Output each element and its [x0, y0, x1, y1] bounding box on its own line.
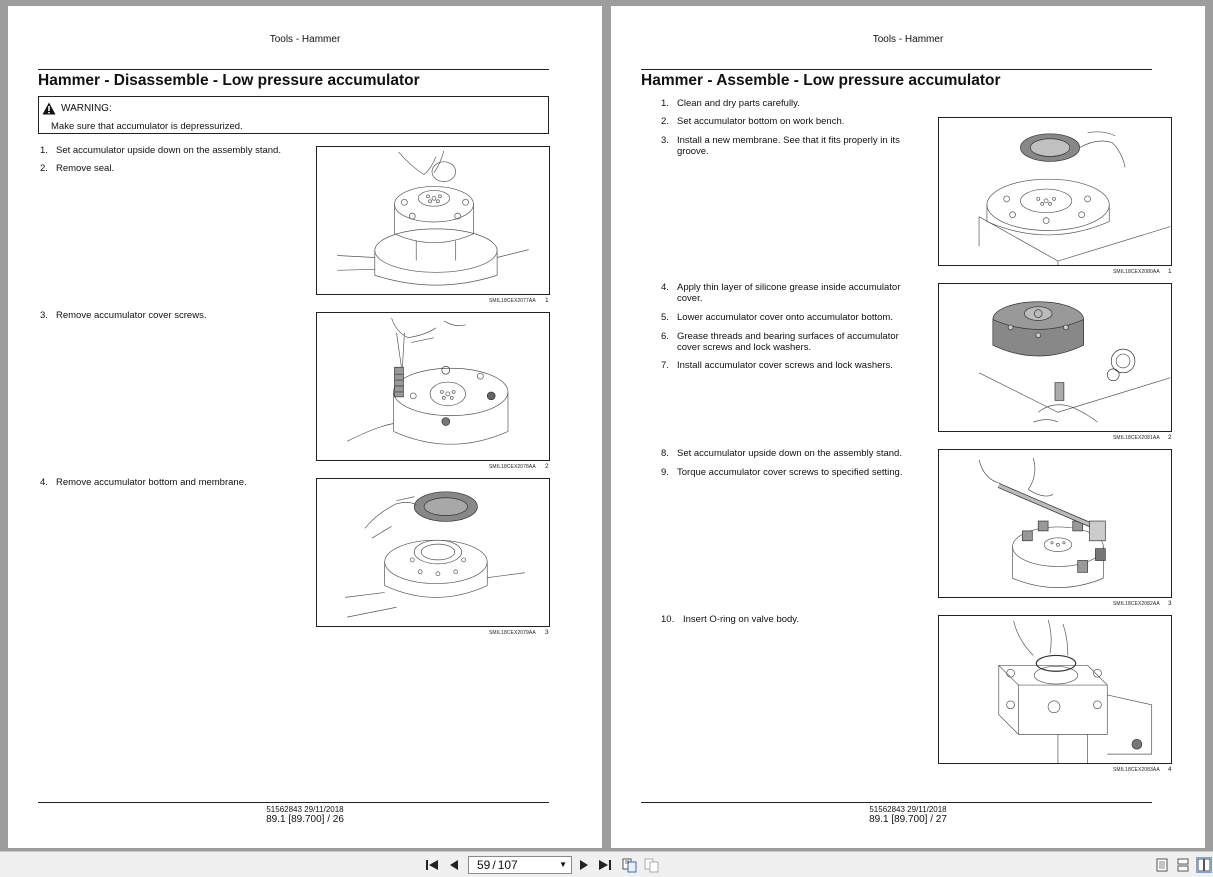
footer-page-ref: 89.1 [89.700] / 27: [869, 814, 947, 825]
figure-number: 4: [1168, 766, 1172, 773]
prev-page-icon: [449, 859, 459, 871]
first-page-button[interactable]: [424, 857, 440, 873]
section-title: Hammer - Disassemble - Low pressure accumulator: [38, 72, 420, 89]
page-separator: /: [492, 858, 496, 872]
figure-code: SMIL18CEX2082AA: [1113, 601, 1160, 607]
document-page-left: [8, 6, 602, 848]
figure-code: SMIL18CEX2081AA: [1113, 435, 1160, 441]
last-page-button[interactable]: [597, 857, 613, 873]
figure-insert-oring: [938, 615, 1172, 764]
figure-number: 1: [1168, 268, 1172, 275]
warning-label: WARNING:: [61, 102, 112, 114]
footer-doc-id: 51562843 29/11/2018: [869, 805, 947, 814]
running-head: Tools - Hammer: [872, 34, 944, 45]
step-item: 2. Set accumulator bottom on work bench.: [661, 116, 845, 127]
first-page-icon: [425, 859, 439, 871]
figure-lower-cover: [938, 283, 1172, 432]
warning-text: Make sure that accumulator is depressurized.: [51, 121, 243, 132]
figure-remove-membrane: [316, 478, 550, 627]
step-item: 3. Remove accumulator cover screws.: [40, 310, 207, 321]
last-page-icon: [598, 859, 612, 871]
step-item: 1. Set accumulator upside down on the assembly stand.: [40, 145, 281, 156]
paste-pages-icon: [644, 857, 660, 873]
two-page-view-icon: [1197, 858, 1211, 872]
next-page-icon: [579, 859, 589, 871]
continuous-view-icon: [1177, 858, 1189, 872]
current-page-value: 59: [477, 858, 491, 872]
chevron-down-icon[interactable]: ▼: [559, 860, 567, 869]
step-item: 10. Insert O-ring on valve body.: [661, 614, 799, 625]
figure-remove-seal: [316, 146, 550, 295]
figure-number: 2: [1168, 434, 1172, 441]
single-page-view-icon: [1156, 858, 1168, 872]
step-item: 4. Apply thin layer of silicone grease inside accumulator cover.: [661, 282, 901, 304]
footer-doc-id: 51562843 29/11/2018: [266, 805, 344, 814]
title-rule: [641, 69, 1152, 70]
figure-install-membrane: [938, 117, 1172, 266]
copy-pages-icon: [622, 857, 638, 873]
step-item: 2. Remove seal.: [40, 163, 115, 174]
footer-rule: [641, 802, 1152, 803]
warning-icon: [42, 102, 56, 115]
figure-number: 3: [545, 629, 549, 636]
total-pages-value: 107: [497, 858, 518, 872]
running-head: Tools - Hammer: [269, 34, 341, 45]
footer-page-ref: 89.1 [89.700] / 26: [266, 814, 344, 825]
figure-code: SMIL18CEX2077AA: [489, 298, 536, 304]
section-title: Hammer - Assemble - Low pressure accumulator: [641, 72, 1001, 89]
copy-pages-button[interactable]: [622, 857, 638, 873]
figure-torque-screws: [938, 449, 1172, 598]
figure-number: 1: [545, 297, 549, 304]
figure-remove-screws: [316, 312, 550, 461]
figure-number: 2: [545, 463, 549, 470]
step-item: 6. Grease threads and bearing surfaces of accumulator cover screws and lock washers.: [661, 331, 899, 353]
prev-page-button[interactable]: [446, 857, 462, 873]
continuous-view-button[interactable]: [1175, 857, 1191, 873]
page-number-field[interactable]: [468, 856, 572, 874]
figure-code: SMIL18CEX2078AA: [489, 464, 536, 470]
two-page-view-button[interactable]: [1196, 857, 1212, 873]
step-item: 1. Clean and dry parts carefully.: [661, 98, 800, 109]
step-item: 4. Remove accumulator bottom and membrane.: [40, 477, 247, 488]
figure-code: SMIL18CEX2079AA: [489, 630, 536, 636]
document-page-right: [611, 6, 1205, 848]
single-page-view-button[interactable]: [1154, 857, 1170, 873]
step-item: 3. Install a new membrane. See that it fits properly in its groove.: [661, 135, 900, 157]
step-item: 8. Set accumulator upside down on the assembly stand.: [661, 448, 902, 459]
step-item: 7. Install accumulator cover screws and lock washers.: [661, 360, 893, 371]
step-item: 9. Torque accumulator cover screws to specified setting.: [661, 467, 903, 478]
title-rule: [38, 69, 549, 70]
figure-code: SMIL18CEX2080AA: [1113, 269, 1160, 275]
warning-box: [38, 96, 549, 134]
next-page-button[interactable]: [576, 857, 592, 873]
paste-pages-button[interactable]: [644, 857, 660, 873]
figure-code: SMIL18CEX2083AA: [1113, 767, 1160, 773]
figure-number: 3: [1168, 600, 1172, 607]
viewer-toolbar: [0, 851, 1213, 877]
footer-rule: [38, 802, 549, 803]
step-item: 5. Lower accumulator cover onto accumulator bottom.: [661, 312, 893, 323]
